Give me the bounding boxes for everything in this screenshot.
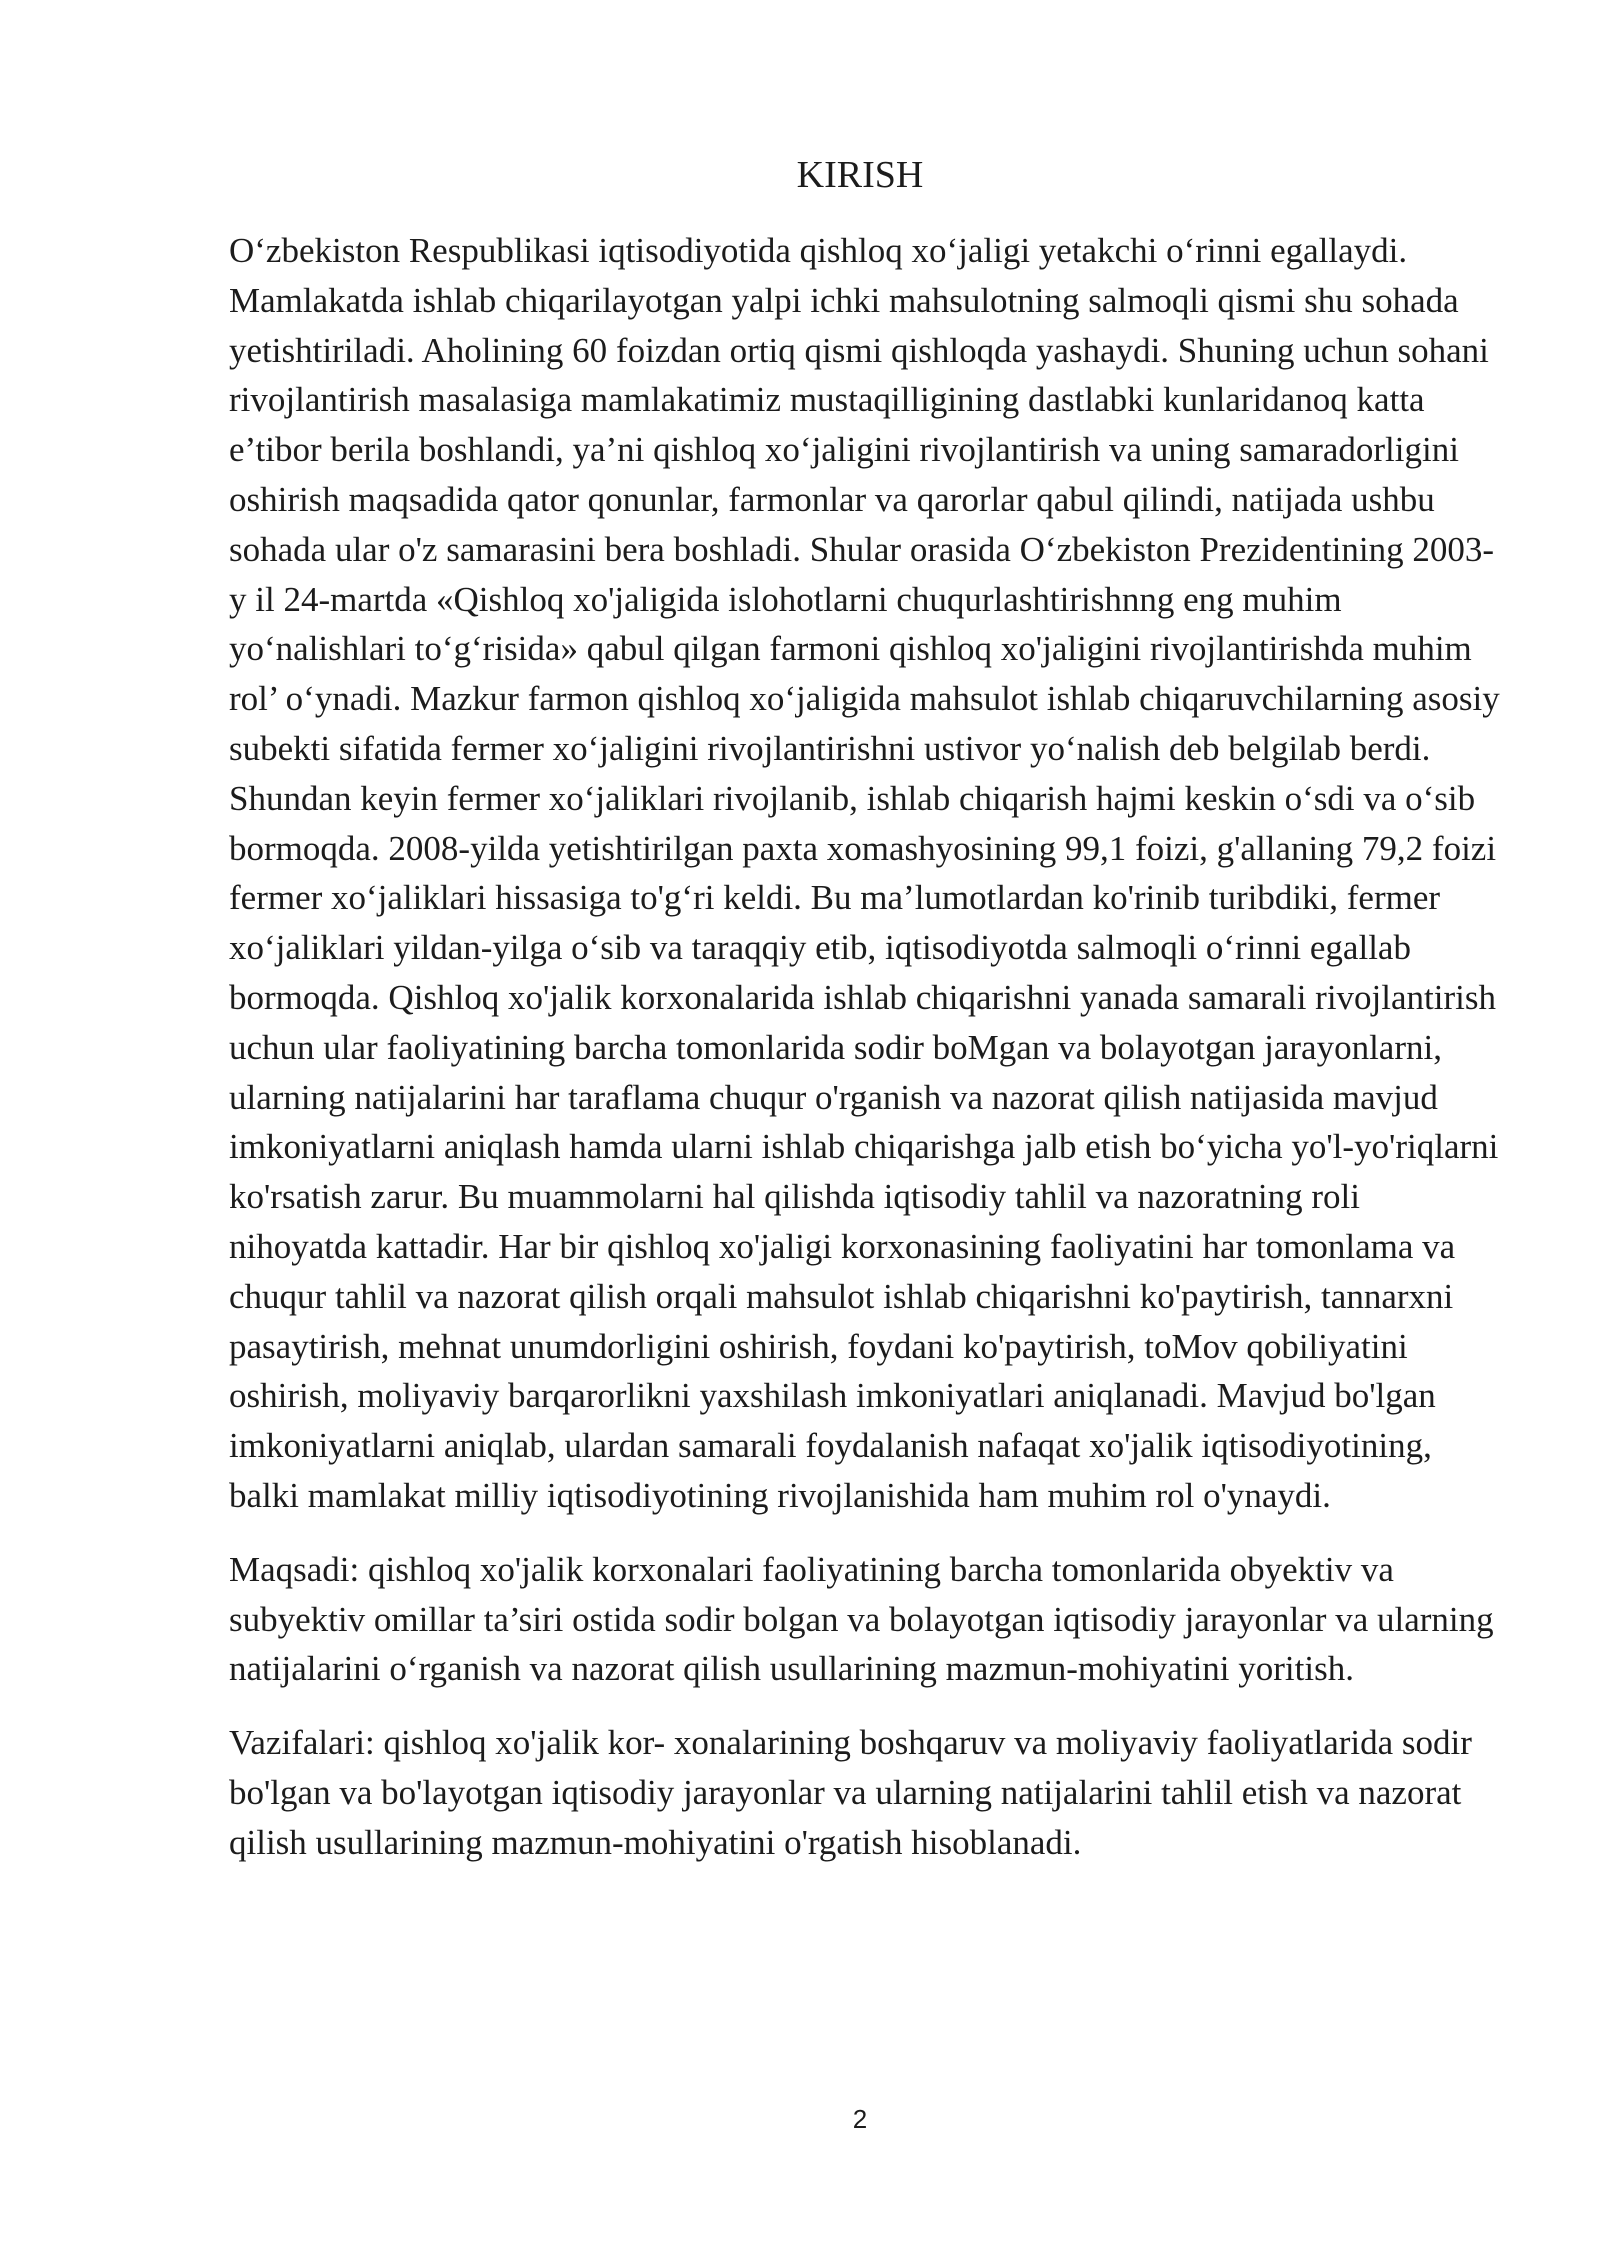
page-number: 2 (852, 2104, 868, 2134)
goal-paragraph: Maqsadi: qishloq xo'jalik korxonalari faoliyatining barcha tomonlarida obyektiv va subyektiv omillar ta’siri ostida sodir bolgan va bolayotgan iqtisodiy jarayonlar va ularning natijalarini o‘rganish va nazorat qilish usullarining mazmun-mohiyatini yoritish. (229, 1549, 1494, 1689)
intro-paragraph: O‘zbekiston Respublikasi iqtisodiyotida qishloq xo‘jaligi yetakchi o‘rinni egallaydi. Mamlakatda ishlab chiqarilayotgan yalpi ichki mahsulotning salmoqli qismi shu sohada yetishtiriladi. Aholining 60 foizdan ortiq qismi qishloqda yashaydi. Shuning uchun sohani rivojlantirish masalasiga mamlakatimiz mustaqilligining dastlabki kunlaridanoq katta e’tibor berila boshlandi, ya’ni qishloq xo‘jaligini rivojlantirish va uning samaradorligini oshirish maqsadida qator qonunlar, farmonlar va qarorlar qabul qilindi, natijada ushbu sohada ular o'z samarasini bera boshladi. Shular orasida O‘zbekiston Prezidentining 2003-y il 24-martda «Qishloq xo'jaligida islohotlarni chuqurlashtirishnng eng muhim yo‘nalishlari to‘g‘risida» qabul qilgan farmoni qishloq xo'jaligini rivojlantirishda muhim rol’ o‘ynadi. Mazkur farmon qishloq xo‘jaligida mahsulot ishlab chiqaruvchilarning asosiy subekti sifatida fermer xo‘jaligini rivojlantirishni ustivor yo‘nalish deb belgilab berdi. Shundan keyin fermer xo‘jaliklari rivojlanib, ishlab chiqarish hajmi keskin o‘sdi va o‘sib bormoqda. 2008-yilda yetishtirilgan paxta xomashyosining 99,1 foizi, g'allaning 79,2 foizi fermer xo‘jaliklari hissasiga to'g‘ri keldi. Bu ma’lumotlardan ko'rinib turibdiki, fermer xo‘jaliklari yildan-yilga o‘sib va taraqqiy etib, iqtisodiyotda salmoqli o‘rinni egallab bormoqda. Qishloq xo'jalik korxonalarida ishlab chiqarishni yanada samarali rivojlantirish uchun ular faoliyatining barcha tomonlarida sodir boMgan va bolayotgan jarayonlarni, ularning natijalarini har taraflama chuqur o'rganish va nazorat qilish natijasida mavjud imkoniyatlarni aniqlash hamda ularni ishlab chiqarishga jalb etish bo‘yicha yo'l-yo'riqlarni ko'rsatish zarur. Bu muammolarni hal qilishda iqtisodiy tahlil va nazoratning roli nihoyatda kattadir. Har bir qishloq xo'jaligi korxonasining faoliyatini har tomonlama va chuqur tahlil va nazorat qilish orqali mahsulot ishlab chiqarishni ko'paytirish, tannarxni pasaytirish, mehnat unumdorligini oshirish, foydani ko'paytirish, toMov qobiliyatini oshirish, moliyaviy barqarorlikni yaxshilash imkoniyatlari aniqlanadi. Mavjud bo'lgan imkoniyatlarni aniqlab, ulardan samarali foydalanish nafaqat xo'jalik iqtisodiyotining, balki mamlakat milliy iqtisodiyotining rivojlanishida ham muhim rol o'ynaydi. (229, 231, 1500, 1515)
tasks-paragraph: Vazifalari: qishloq xo'jalik kor- xonalarining boshqaruv va moliyaviy faoliyatlarida sodir bo'lgan va bo'layotgan iqtisodiy jarayonlar va ularning natijalarini tahlil etish va nazorat qilish usullarining mazmun-mohiyatini o'rgatish hisoblanadi. (229, 1723, 1472, 1862)
body-text (229, 226, 1504, 1892)
section-heading: KIRISH (796, 154, 924, 196)
